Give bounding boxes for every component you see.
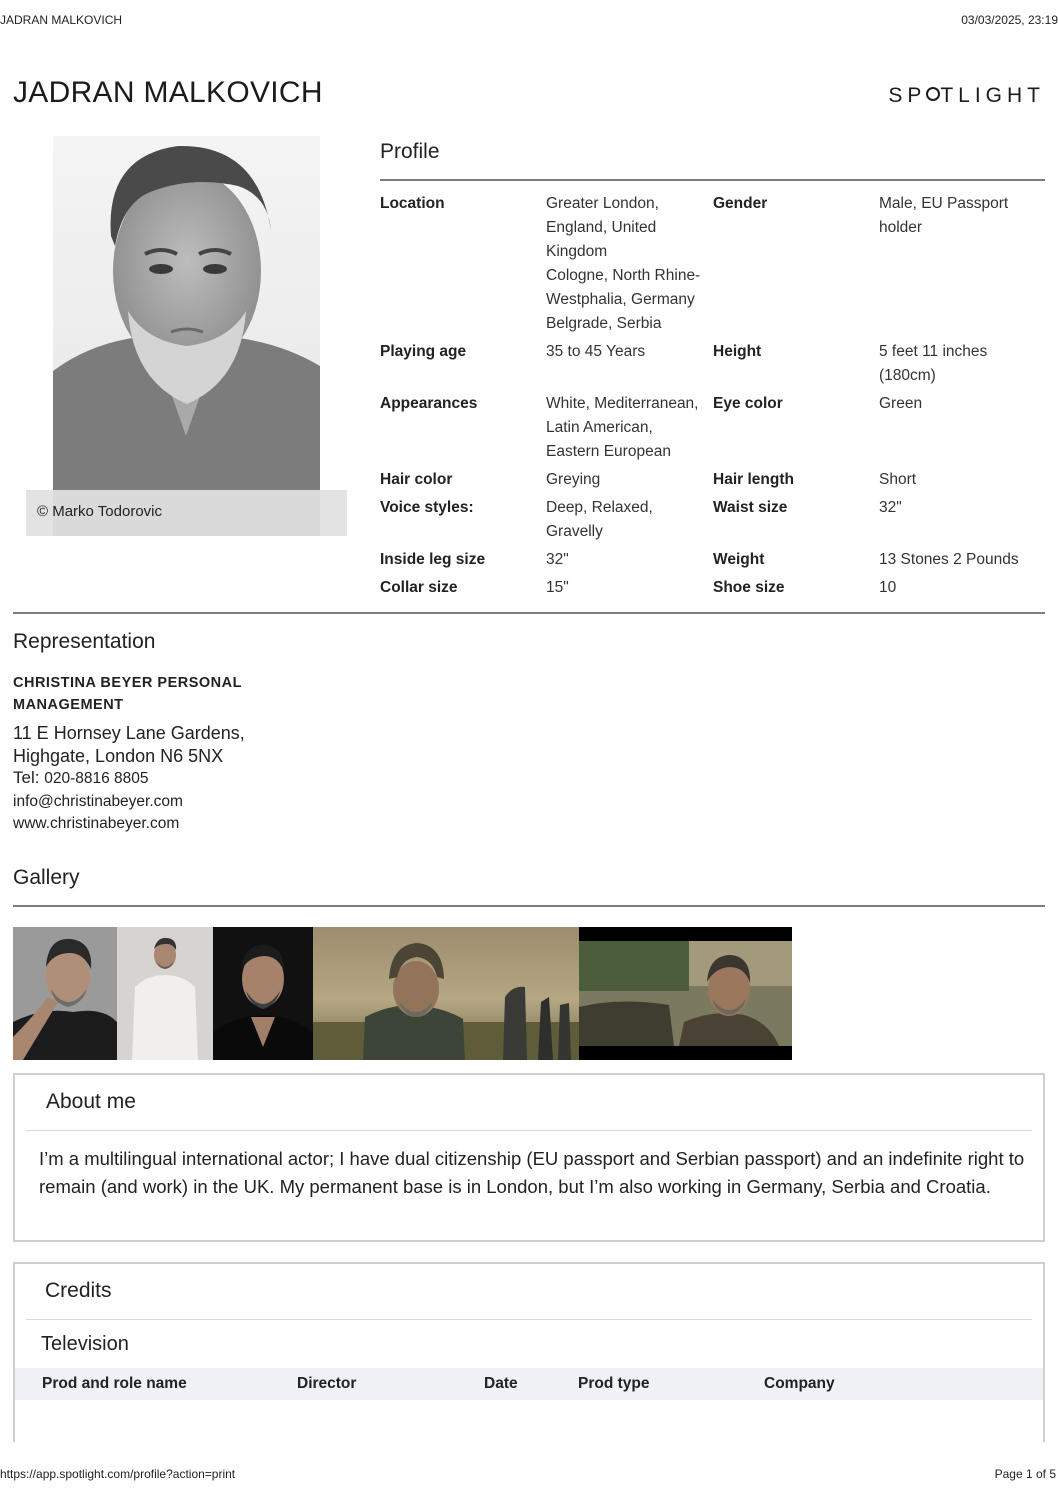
- profile-row-playing-age: [380, 340, 1046, 388]
- hair-color-value: [546, 468, 713, 492]
- hair-length-label: Hair length: [713, 471, 794, 488]
- gender-value: [879, 192, 1046, 336]
- weight-label: Weight: [713, 551, 765, 568]
- agency-email-link[interactable]: info@christinabeyer.com: [13, 793, 183, 810]
- location-line: Westphalia, Germany: [546, 291, 695, 308]
- height-label: Height: [713, 343, 762, 360]
- eye-color-line: Green: [879, 395, 923, 412]
- voice-styles-label: Voice styles:: [380, 499, 474, 516]
- waist-size-line: 32": [879, 499, 902, 516]
- waist-size-value: [879, 496, 1046, 544]
- profile-row-collar: [380, 576, 1046, 600]
- playing-age-label: Playing age: [380, 343, 467, 360]
- agency-name-line: CHRISTINA BEYER PERSONAL: [13, 675, 242, 691]
- height-line: 5 feet 11 inches: [879, 343, 988, 360]
- location-line: Kingdom: [546, 243, 608, 260]
- profile-row-leg: [380, 548, 1046, 572]
- gallery-photo-2[interactable]: [117, 927, 213, 1060]
- print-footer-url: https://app.spotlight.com/profile?action=print: [0, 1467, 236, 1481]
- location-line: England, United: [546, 219, 657, 236]
- gallery-photo-4[interactable]: [313, 927, 579, 1060]
- television-heading: Television: [41, 1333, 129, 1355]
- location-line: Greater London,: [546, 195, 659, 212]
- gender-label: Gender: [713, 195, 768, 212]
- print-header-datetime: 03/03/2025, 23:19: [961, 13, 1058, 27]
- column-date: Date: [484, 1375, 518, 1392]
- address-line: 11 E Hornsey Lane Gardens,: [13, 723, 245, 743]
- voice-styles-value: [546, 496, 713, 544]
- shoe-size-line: 10: [879, 579, 897, 596]
- logo-o-circle: [926, 87, 940, 101]
- weight-value: [879, 548, 1046, 572]
- eye-color-value: [879, 392, 1046, 464]
- gallery-image: [213, 927, 313, 1060]
- gallery-image: [13, 927, 117, 1060]
- gallery-image: [117, 927, 213, 1060]
- gallery-heading: Gallery: [13, 866, 80, 889]
- about-me-divider: [26, 1130, 1032, 1131]
- appearances-line: Eastern European: [546, 443, 671, 460]
- gallery-photo-5[interactable]: [579, 927, 792, 1060]
- brand-text-start: SP: [888, 84, 927, 107]
- profile-divider: [380, 179, 1045, 181]
- shoe-size-value: [879, 576, 1046, 600]
- spotlight-logo[interactable]: [888, 84, 1045, 108]
- eye-color-label: Eye color: [713, 395, 783, 412]
- profile-table: [380, 192, 1046, 604]
- location-label: Location: [380, 195, 445, 212]
- gallery-photo-1[interactable]: [13, 927, 117, 1060]
- collar-size-line: 15": [546, 579, 569, 596]
- profile-row-hair: [380, 468, 1046, 492]
- voice-styles-line: Gravelly: [546, 523, 603, 540]
- gallery-image: [313, 927, 579, 1060]
- agency-name-line: MANAGEMENT: [13, 697, 124, 713]
- height-value: [879, 340, 1046, 388]
- brand-text-end: TLIGHT: [940, 84, 1045, 107]
- gallery-photo-3[interactable]: [213, 927, 313, 1060]
- inside-leg-label: Inside leg size: [380, 551, 486, 568]
- height-line: (180cm): [879, 367, 936, 384]
- tel-label: Tel:: [13, 768, 40, 787]
- appearances-label: Appearances: [380, 395, 478, 412]
- inside-leg-value: [546, 548, 713, 572]
- column-company: Company: [764, 1375, 835, 1392]
- collar-size-label: Collar size: [380, 579, 458, 596]
- location-line: Belgrade, Serbia: [546, 315, 662, 332]
- print-footer-page: Page 1 of 5: [994, 1467, 1056, 1481]
- gender-line: holder: [879, 219, 923, 236]
- headshot-image: [53, 136, 320, 536]
- headshot-photo[interactable]: [53, 136, 320, 536]
- playing-age-value: [546, 340, 713, 388]
- credits-heading: Credits: [45, 1279, 112, 1302]
- agency-address: [13, 722, 245, 768]
- about-me-heading: About me: [46, 1090, 136, 1113]
- representation-heading: Representation: [13, 630, 156, 653]
- collar-size-value: [546, 576, 713, 600]
- weight-line: 13 Stones 2 Pounds: [879, 551, 1019, 568]
- profile-row-location: [380, 192, 1046, 336]
- waist-size-label: Waist size: [713, 499, 788, 516]
- profile-row-voice: [380, 496, 1046, 544]
- gender-line: Male, EU Passport: [879, 195, 1009, 212]
- inside-leg-line: 32": [546, 551, 569, 568]
- address-line: Highgate, London N6 5NX: [13, 746, 224, 766]
- agency-phone: [13, 768, 149, 788]
- playing-age-line: 35 to 45 Years: [546, 343, 646, 360]
- gallery-image: [579, 927, 792, 1060]
- profile-heading: Profile: [380, 140, 440, 163]
- about-me-text: I’m a multilingual international actor; I have dual citizenship (EU passport and Serbian passport) and an indefinite right to remain (and work) in the UK. My permanent base is in London, but I’m also working in Germany, Serbia and Croatia.: [39, 1148, 1025, 1197]
- agency-website-link[interactable]: www.christinabeyer.com: [13, 815, 180, 832]
- hair-color-line: Greying: [546, 471, 601, 488]
- location-line: Cologne, North Rhine-: [546, 267, 701, 284]
- column-director: Director: [297, 1375, 357, 1392]
- appearances-line: Latin American,: [546, 419, 653, 436]
- gallery-divider: [13, 905, 1045, 907]
- column-prod-type: Prod type: [578, 1375, 650, 1392]
- profile-row-appearances: [380, 392, 1046, 464]
- actor-name: JADRAN MALKOVICH: [13, 76, 323, 109]
- shoe-size-label: Shoe size: [713, 579, 785, 596]
- appearances-value: [546, 392, 713, 464]
- section-divider: [13, 612, 1045, 614]
- hair-length-value: [879, 468, 1046, 492]
- photo-credit: © Marko Todorovic: [26, 490, 347, 536]
- agency-name: [13, 672, 313, 716]
- hair-length-line: Short: [879, 471, 917, 488]
- print-header-title: JADRAN MALKOVICH: [0, 13, 123, 27]
- hair-color-label: Hair color: [380, 471, 453, 488]
- tel-number[interactable]: 020-8816 8805: [44, 770, 149, 787]
- appearances-line: White, Mediterranean,: [546, 395, 699, 412]
- location-value: [546, 192, 713, 336]
- credits-divider: [26, 1319, 1032, 1320]
- voice-styles-line: Deep, Relaxed,: [546, 499, 653, 516]
- column-prod-role: Prod and role name: [42, 1375, 187, 1392]
